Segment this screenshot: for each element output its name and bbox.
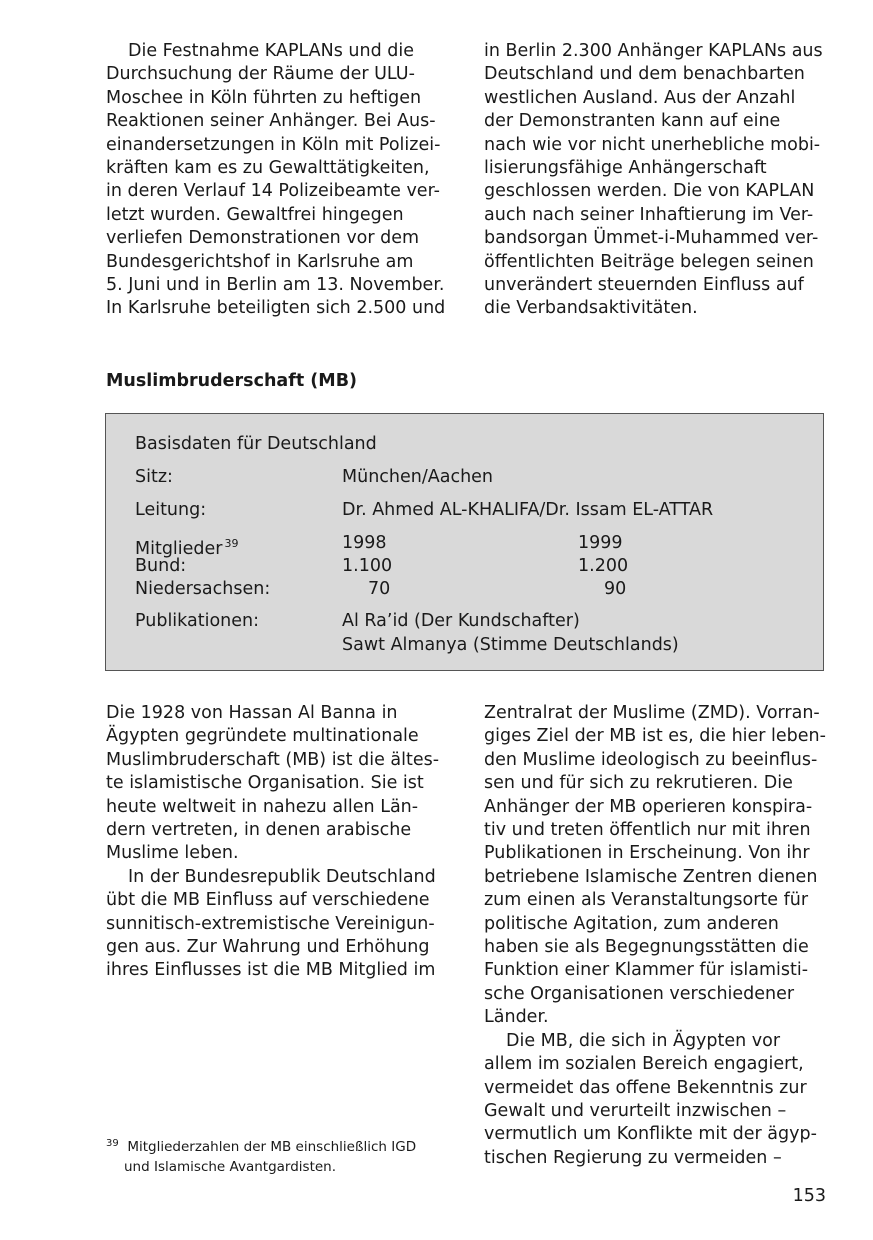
text-line: sunnitisch-extremistische Vereinigun- bbox=[106, 913, 435, 934]
text-line: nach wie vor nicht unerhebliche mobi- bbox=[484, 134, 821, 155]
facts-box bbox=[105, 413, 824, 671]
paragraph-top-right bbox=[484, 40, 834, 321]
year-1999: 1999 bbox=[578, 533, 623, 553]
text-line: Publikationen in Erscheinung. Von ihr bbox=[484, 843, 810, 864]
text-line: sche Organisationen verschiedener bbox=[484, 983, 795, 1004]
text-line: gen aus. Zur Wahrung und Erhöhung bbox=[106, 937, 430, 958]
niedersachsen-label: Niedersachsen: bbox=[135, 579, 271, 599]
text-line: einandersetzungen in Köln mit Polizei- bbox=[106, 134, 441, 155]
text-line: öffentlichten Beiträge belegen seinen bbox=[484, 251, 814, 272]
text-line: Bundesgerichtshof in Karlsruhe am bbox=[106, 251, 414, 272]
publikationen-label: Publikationen: bbox=[135, 611, 259, 631]
niedersachsen-1998-value: 70 bbox=[368, 579, 391, 599]
leitung-label: Leitung: bbox=[135, 500, 207, 520]
bund-1998-value: 1.100 bbox=[342, 556, 393, 576]
text-line: Anhänger der MB operieren konspira- bbox=[484, 796, 813, 817]
footnote-number: 39 bbox=[106, 1138, 119, 1149]
text-line: geschlossen werden. Die von KAPLAN bbox=[484, 181, 815, 202]
text-line: ihres Einflusses ist die MB Mitglied im bbox=[106, 960, 436, 981]
text-line: tischen Regierung zu vermeiden – bbox=[484, 1147, 782, 1168]
text-line: giges Ziel der MB ist es, die hier leben- bbox=[484, 726, 826, 747]
text-line: Durchsuchung der Räume der ULU- bbox=[106, 64, 415, 85]
text-line: te islamistische Organisation. Sie ist bbox=[106, 773, 424, 794]
leitung-value: Dr. Ahmed AL-KHALIFA/Dr. Issam EL-ATTAR bbox=[342, 500, 714, 520]
publikation-item: Sawt Almanya (Stimme Deutschlands) bbox=[342, 635, 679, 655]
text-line: tiv und treten öffentlich nur mit ihren bbox=[484, 820, 811, 841]
text-line: lisierungsfähige Anhängerschaft bbox=[484, 158, 767, 179]
paragraph-bottom-right bbox=[484, 702, 834, 1170]
text-line: Zentralrat der Muslime (ZMD). Vorran- bbox=[484, 703, 820, 723]
sitz-label: Sitz: bbox=[135, 467, 173, 487]
text-line: Ägypten gegründete multinationale bbox=[106, 726, 419, 747]
text-line: auch nach seiner Inhaftierung im Ver- bbox=[484, 204, 814, 225]
text-line: vermeidet das offene Bekenntnis zur bbox=[484, 1077, 807, 1098]
text-line: Moschee in Köln führten zu heftigen bbox=[106, 87, 422, 108]
facts-title: Basisdaten für Deutschland bbox=[135, 434, 377, 454]
text-line: In der Bundesrepublik Deutschland bbox=[128, 866, 436, 887]
text-line: sen und für sich zu rekrutieren. Die bbox=[484, 773, 793, 794]
text-line: Muslime leben. bbox=[106, 843, 239, 864]
text-line: in deren Verlauf 14 Polizeibeamte ver- bbox=[106, 181, 440, 202]
text-line: letzt wurden. Gewaltfrei hingegen bbox=[106, 204, 404, 225]
text-line: Die Festnahme KAPLANs und die bbox=[128, 41, 414, 61]
publikation-item: Al Ra’id (Der Kundschafter) bbox=[342, 611, 580, 631]
niedersachsen-1999-value: 90 bbox=[604, 579, 627, 599]
text-line: verliefen Demonstrationen vor dem bbox=[106, 228, 420, 249]
text-line: den Muslime ideologisch zu beeinflus- bbox=[484, 749, 818, 770]
bund-1999-value: 1.200 bbox=[578, 556, 629, 576]
text-line: bandsorgan Ümmet-i-Muhammed ver- bbox=[484, 228, 819, 249]
section-heading: Muslimbruderschaft (MB) bbox=[106, 371, 358, 391]
footnote bbox=[106, 1134, 446, 1177]
text-line: unverändert steuernden Einfluss auf bbox=[484, 275, 804, 296]
text-line: Deutschland und dem benachbarten bbox=[484, 64, 805, 85]
footnote-line: und Islamische Avantgardisten. bbox=[124, 1159, 337, 1175]
text-line: Die MB, die sich in Ägypten vor bbox=[506, 1030, 781, 1051]
footnote-marker: 39 bbox=[224, 537, 239, 550]
text-line: zum einen als Veranstaltungsorte für bbox=[484, 890, 809, 911]
footnote-text: Mitgliederzahlen der MB einschließlich IGD bbox=[127, 1139, 417, 1155]
text-line: allem im sozialen Bereich engagiert, bbox=[484, 1054, 804, 1075]
text-line: dern vertreten, in denen arabische bbox=[106, 820, 412, 841]
text-line: Gewalt und verurteilt inzwischen – bbox=[484, 1100, 787, 1121]
text-line: heute weltweit in nahezu allen Län- bbox=[106, 796, 419, 817]
text-line: Länder. bbox=[484, 1007, 549, 1028]
footnote-line bbox=[106, 1134, 446, 1157]
text-line: In Karlsruhe beteiligten sich 2.500 und bbox=[106, 298, 446, 319]
bund-label: Bund: bbox=[135, 556, 187, 576]
paragraph-top-left bbox=[106, 40, 456, 321]
paragraph-bottom-left bbox=[106, 702, 456, 983]
text-line: betriebene Islamische Zentren dienen bbox=[484, 866, 818, 887]
text-line: Muslimbruderschaft (MB) ist die ältes- bbox=[106, 749, 440, 770]
text-line: Die 1928 von Hassan Al Banna in bbox=[106, 703, 398, 723]
text-line: haben sie als Begegnungsstätten die bbox=[484, 937, 809, 958]
text-line: die Verbandsaktivitäten. bbox=[484, 298, 698, 319]
text-line: westlichen Ausland. Aus der Anzahl bbox=[484, 87, 796, 108]
page-number: 153 bbox=[792, 1186, 826, 1206]
text-line: vermutlich um Konflikte mit der ägyp- bbox=[484, 1124, 817, 1145]
text-line: 5. Juni und in Berlin am 13. November. bbox=[106, 275, 445, 296]
text-line: politische Agitation, zum anderen bbox=[484, 913, 779, 934]
text-line: übt die MB Einfluss auf verschiedene bbox=[106, 890, 430, 911]
text-line: in Berlin 2.300 Anhänger KAPLANs aus bbox=[484, 41, 823, 61]
text-line: Reaktionen seiner Anhänger. Bei Aus- bbox=[106, 111, 436, 132]
sitz-value: München/Aachen bbox=[342, 467, 494, 487]
year-1998: 1998 bbox=[342, 533, 387, 553]
mitglieder-label-text: Mitglieder bbox=[135, 539, 223, 559]
text-line: Funktion einer Klammer für islamisti- bbox=[484, 960, 809, 981]
text-line: kräften kam es zu Gewalttätigkeiten, bbox=[106, 158, 430, 179]
text-line: der Demonstranten kann auf eine bbox=[484, 111, 781, 132]
